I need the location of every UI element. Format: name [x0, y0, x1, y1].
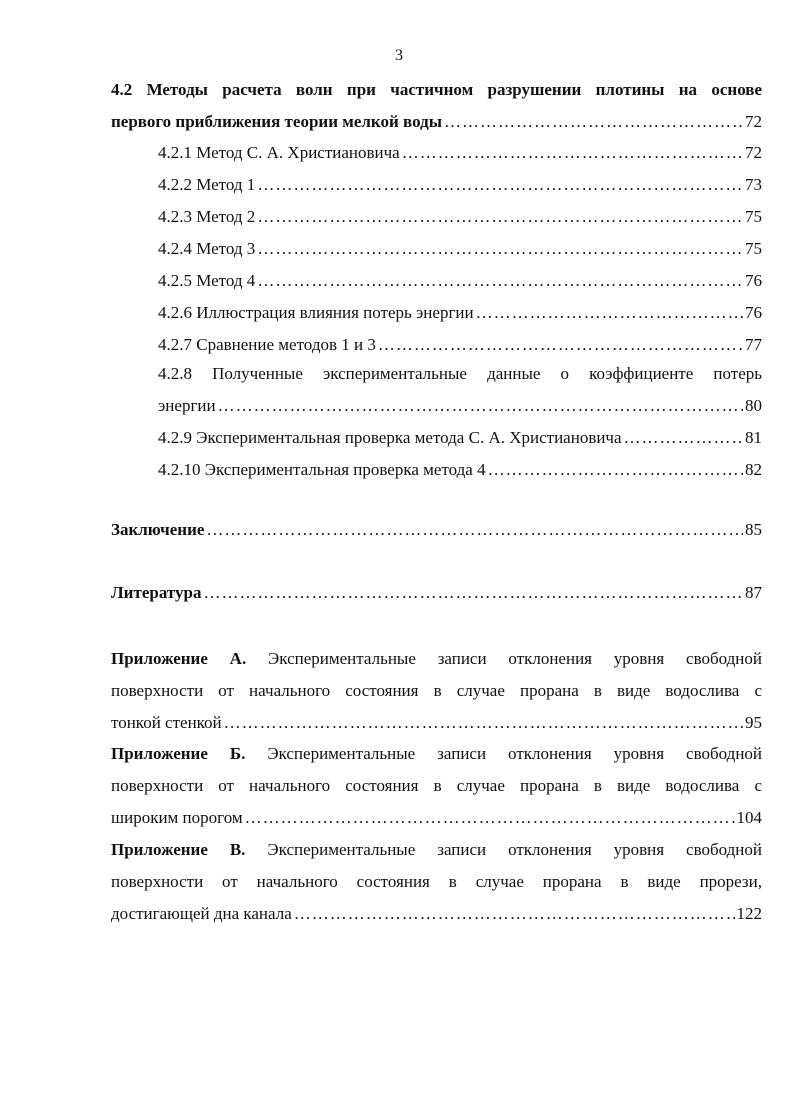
toc-appendix-line1 [111, 738, 762, 770]
toc-appendix-line3 [111, 802, 762, 834]
page-number: 3 [395, 47, 403, 64]
toc-appendix-line2: поверхности от начального состояния в случае прорана в виде водослива с [111, 776, 762, 795]
toc-entry-title: 4.2.7 Сравнение методов 1 и 3 [158, 335, 376, 354]
toc-entry-title: 4.2.1 Метод С. А. Христиановича [158, 143, 400, 162]
toc-page-number: 122 [736, 904, 762, 923]
leader-dots [218, 390, 743, 422]
toc-entry [158, 422, 762, 454]
leader-dots [476, 297, 743, 329]
toc-appendix-line2: поверхности от начального состояния в случае прорана в виде прорези, [111, 872, 762, 891]
toc-appendix-line3 [111, 898, 762, 930]
toc-section-4-2-line1: 4.2 Методы расчета волн при частичном разрушении плотины на основе [111, 80, 762, 99]
leader-dots [245, 802, 735, 834]
toc-appendix-b [111, 738, 762, 834]
leader-dots [488, 454, 743, 486]
toc-entry-title: 4.2.2 Метод 1 [158, 175, 256, 194]
toc-page-number: 72 [745, 112, 762, 131]
toc-section-4-2-title: первого приближения теории мелкой воды [111, 112, 442, 131]
toc-entry [158, 233, 762, 265]
toc-entry-title: 4.2.9 Экспериментальная проверка метода С. А. Христиановича [158, 428, 622, 447]
toc-entry-title: 4.2.4 Метод 3 [158, 239, 256, 258]
appendix-label: Приложение Б. [111, 744, 246, 763]
appendix-label: Приложение А. [111, 649, 247, 668]
toc-entry-title-line2: энергии [158, 396, 216, 415]
leader-dots [257, 169, 743, 201]
toc-entry-title: 4.2.6 Иллюстрация влияния потерь энергии [158, 303, 474, 322]
toc-entry-title: 4.2.5 Метод 4 [158, 271, 256, 290]
toc-page-number: 82 [745, 460, 762, 479]
toc-entry [158, 265, 762, 297]
leader-dots [294, 898, 735, 930]
toc-page-number: 95 [745, 713, 762, 732]
toc-entry-title: достигающей дна канала [111, 904, 292, 923]
toc-entry [158, 454, 762, 486]
toc-literature [111, 577, 762, 609]
toc-entry-title: 4.2.10 Экспериментальная проверка метода 4 [158, 460, 486, 479]
toc-page-number: 104 [736, 808, 762, 827]
toc-appendix-line2: поверхности от начального состояния в случае прорана в виде водослива с [111, 681, 762, 700]
toc-entry-title: широким порогом [111, 808, 243, 827]
appendix-text: Экспериментальные записи отклонения уровня свободной [267, 744, 762, 763]
leader-dots [257, 233, 743, 265]
toc-subsections [158, 137, 762, 361]
leader-dots [624, 422, 743, 454]
appendix-text: Экспериментальные записи отклонения уровня свободной [267, 840, 762, 859]
toc-entry-title: тонкой стенкой [111, 713, 222, 732]
leader-dots [203, 577, 743, 609]
toc-conclusion [111, 514, 762, 546]
leader-dots [257, 265, 743, 297]
toc-page-number: 77 [745, 335, 762, 354]
toc-entry-4-2-8 [158, 358, 762, 390]
toc-appendix-line1 [111, 834, 762, 866]
toc-page-number: 81 [745, 428, 762, 447]
toc-page-number: 87 [745, 583, 762, 602]
toc-section-4-2-line2 [111, 106, 762, 138]
toc-appendix-line3 [111, 707, 762, 739]
toc-entry [111, 577, 762, 609]
leader-dots [224, 707, 743, 739]
leader-dots [206, 514, 743, 546]
toc-page-number: 76 [745, 271, 762, 290]
toc-entry [158, 390, 762, 422]
leader-dots [402, 137, 743, 169]
toc-page-number: 72 [745, 143, 762, 162]
toc-appendix-line1 [111, 643, 762, 675]
appendix-label: Приложение В. [111, 840, 246, 859]
leader-dots [378, 329, 743, 361]
toc-subsections-tail [158, 422, 762, 486]
toc-page-number: 75 [745, 239, 762, 258]
toc-page-number: 85 [745, 520, 762, 539]
toc-entry [158, 297, 762, 329]
toc-entry-title: Заключение [111, 520, 205, 539]
toc-page-number: 80 [745, 396, 762, 415]
toc-entry [158, 137, 762, 169]
toc-appendix-v [111, 834, 762, 930]
toc-section-4-2 [111, 74, 762, 138]
toc-page-number: 75 [745, 207, 762, 226]
toc-entry [158, 329, 762, 361]
toc-entry [158, 201, 762, 233]
toc-entry-4-2-8-cont [158, 390, 762, 422]
toc-page-number: 73 [745, 175, 762, 194]
leader-dots [444, 106, 743, 138]
toc-page-number: 76 [745, 303, 762, 322]
toc-entry-title-line1: 4.2.8 Полученные экспериментальные данные о коэффициенте потерь [158, 364, 762, 383]
toc-entry-title: Литература [111, 583, 202, 602]
toc-appendix-a [111, 643, 762, 739]
toc-entry [111, 514, 762, 546]
appendix-text: Экспериментальные записи отклонения уровня свободной [268, 649, 762, 668]
leader-dots [257, 201, 743, 233]
toc-entry [158, 169, 762, 201]
toc-entry-title: 4.2.3 Метод 2 [158, 207, 256, 226]
